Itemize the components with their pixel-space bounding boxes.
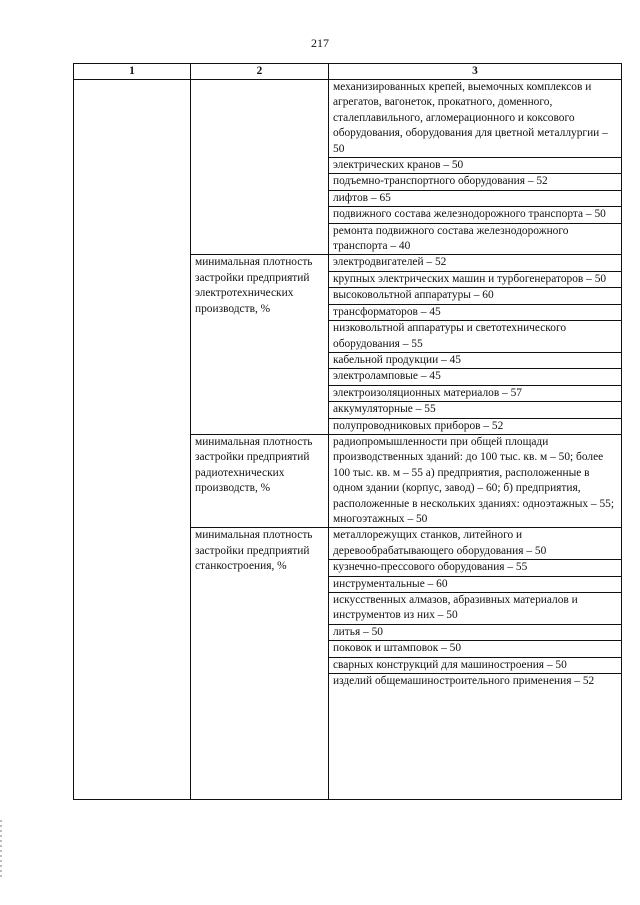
table-row <box>74 80 622 158</box>
category-cell: минимальная плотность застройки предприятий электротехнических производств, % <box>191 255 329 434</box>
category-cell: минимальная плотность застройки предприятий радиотехнических производств, % <box>191 434 329 527</box>
item-cell: искусственных алмазов, абразивных материалов и инструментов из них – 50 <box>329 593 622 625</box>
item-cell: аккумуляторные – 55 <box>329 402 622 418</box>
item-cell: подъемно-транспортного оборудования – 52 <box>329 174 622 190</box>
item-cell: подвижного состава железнодорожного транспорта – 50 <box>329 207 622 223</box>
item-cell: электроизоляционных материалов – 57 <box>329 385 622 401</box>
column-header-2: 2 <box>191 64 329 80</box>
item-cell: сварных конструкций для машиностроения – 50 <box>329 657 622 673</box>
item-cell: лифтов – 65 <box>329 190 622 206</box>
page-number: 217 <box>311 36 329 50</box>
column-header-3: 3 <box>329 64 622 80</box>
item-cell: радиопромышленности при общей площади производственных зданий: до 100 тыс. кв. м – 50; более 100 тыс. кв. м – 55 а) предприятия, расположенные в одном здании (корпус, завод) – 60; б) предприятия, расположенные в нескольких зданиях: одноэтажных – 55; многоэтажных – 50 <box>329 434 622 527</box>
item-cell: кузнечно-прессового оборудования – 55 <box>329 560 622 576</box>
item-cell: изделий общемашиностроительного применения – 52 <box>329 674 622 800</box>
item-cell: литья – 50 <box>329 624 622 640</box>
table-header-row <box>74 64 622 80</box>
item-cell: полупроводниковых приборов – 52 <box>329 418 622 434</box>
item-cell: кабельной продукции – 45 <box>329 352 622 368</box>
item-cell: ремонта подвижного состава железнодорожного транспорта – 40 <box>329 223 622 255</box>
item-cell: электродвигателей – 52 <box>329 255 622 271</box>
scan-edge-artifact <box>0 820 2 880</box>
category-cell <box>191 80 329 255</box>
item-cell: трансформаторов – 45 <box>329 304 622 320</box>
item-cell: металлорежущих станков, литейного и деревообрабатывающего оборудования – 50 <box>329 528 622 560</box>
item-cell: электрических кранов – 50 <box>329 158 622 174</box>
item-cell: механизированных крепей, выемочных комплексов и агрегатов, вагонеток, прокатного, доменного, сталеплавильного, агломерационного и коксового оборудования, оборудования для цветной металлургии – 50 <box>329 80 622 158</box>
item-cell: крупных электрических машин и турбогенераторов – 50 <box>329 271 622 287</box>
item-cell: электроламповые – 45 <box>329 369 622 385</box>
item-cell: поковок и штамповок – 50 <box>329 641 622 657</box>
item-cell: низковольтной аппаратуры и светотехнического оборудования – 55 <box>329 321 622 353</box>
column-header-1: 1 <box>74 64 191 80</box>
document-table-wrapper <box>73 63 621 800</box>
document-table <box>73 63 622 800</box>
category-cell: минимальная плотность застройки предприятий станкостроения, % <box>191 528 329 800</box>
item-cell: высоковольтной аппаратуры – 60 <box>329 288 622 304</box>
column-1-cell <box>74 80 191 800</box>
item-cell: инструментальные – 60 <box>329 576 622 592</box>
